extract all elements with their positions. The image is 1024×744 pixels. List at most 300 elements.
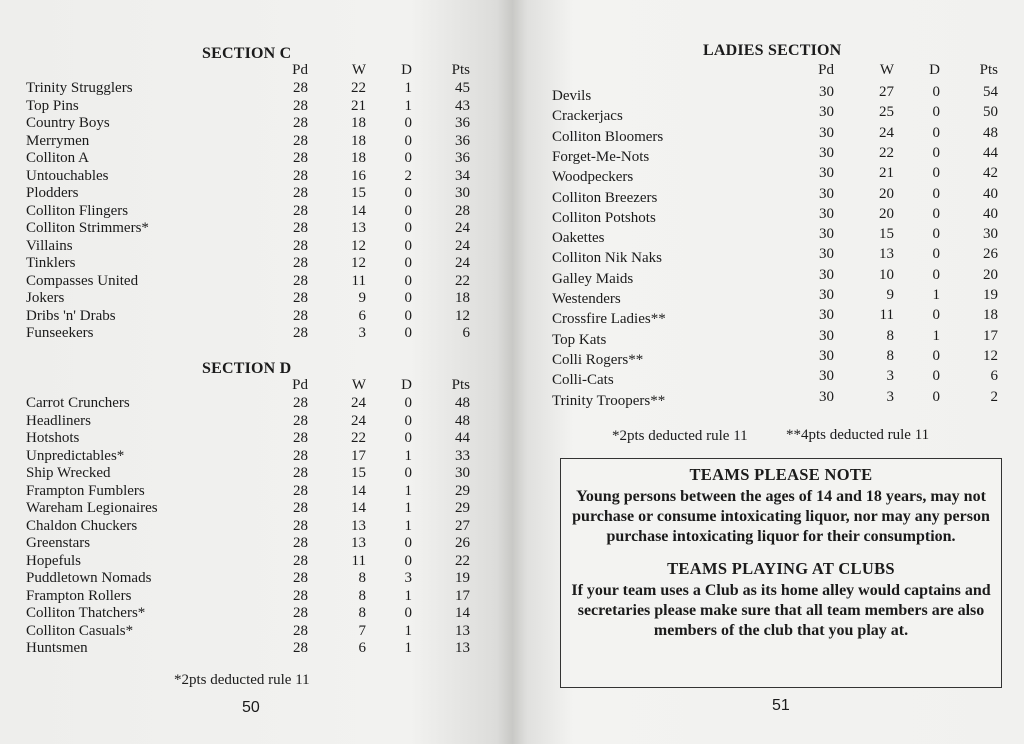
won-value: 3	[358, 325, 366, 341]
table-row	[26, 413, 486, 431]
drawn-value: 0	[404, 220, 412, 236]
played-value: 30	[819, 84, 834, 100]
played-value: 28	[293, 535, 308, 551]
table-row	[552, 246, 1002, 267]
won-value: 6	[358, 307, 366, 324]
played-value: 28	[293, 150, 308, 166]
won-value: 8	[358, 605, 366, 621]
won-value: 13	[351, 535, 366, 551]
ladies-footnote-2: **4pts deducted rule 11	[786, 427, 930, 443]
team-name: Country Boys	[26, 115, 110, 131]
drawn-value: 3	[404, 570, 412, 586]
drawn-value: 0	[932, 165, 940, 182]
won-value: 18	[351, 132, 366, 149]
team-name: Trinity Troopers**	[552, 392, 666, 409]
team-name: Headliners	[26, 412, 91, 429]
points-value: 29	[455, 482, 470, 499]
table-row	[552, 348, 1002, 366]
played-value: 28	[293, 500, 308, 516]
points-value: 12	[983, 347, 998, 364]
won-value: 24	[351, 412, 366, 429]
won-value: 17	[351, 447, 366, 464]
won-value: 14	[351, 202, 366, 219]
played-value: 30	[819, 185, 834, 202]
points-value: 13	[455, 640, 470, 656]
won-value: 14	[351, 500, 366, 516]
notice-heading-2: TEAMS PLAYING AT CLUBS	[667, 559, 895, 578]
won-value: 15	[351, 185, 366, 201]
team-name: Woodpeckers	[552, 169, 634, 186]
won-value: 8	[358, 587, 366, 604]
team-name: Compasses United	[26, 272, 139, 289]
team-name: Unpredictables*	[26, 447, 125, 464]
won-value: 7	[358, 622, 366, 639]
drawn-value: 0	[404, 202, 412, 219]
drawn-value: 0	[404, 132, 412, 149]
played-value: 28	[293, 237, 308, 254]
team-name: Villains	[26, 237, 73, 254]
table-row	[552, 104, 1002, 125]
col-w-header: W	[351, 62, 366, 78]
points-value: 48	[455, 412, 470, 429]
played-value: 28	[293, 272, 308, 289]
table-row	[26, 80, 486, 98]
table-row	[26, 588, 486, 606]
table-row	[26, 500, 486, 518]
won-value: 18	[351, 150, 366, 166]
points-value: 22	[455, 272, 470, 289]
played-value: 28	[293, 605, 308, 621]
table-row	[26, 430, 486, 448]
won-value: 21	[351, 97, 366, 114]
drawn-value: 0	[404, 290, 412, 306]
team-name: Crackerjacs	[552, 108, 623, 125]
won-value: 15	[351, 465, 366, 481]
points-value: 19	[983, 287, 998, 303]
drawn-value: 0	[932, 104, 940, 121]
table-row	[26, 115, 486, 133]
drawn-value: 1	[404, 97, 412, 114]
points-value: 24	[455, 220, 470, 236]
col-pts-header: Pts	[451, 62, 470, 78]
played-value: 30	[819, 124, 834, 141]
drawn-value: 0	[404, 307, 412, 324]
team-name: Galley Maids	[552, 270, 634, 287]
drawn-value: 0	[932, 307, 940, 324]
table-row	[26, 325, 486, 343]
table-row	[26, 238, 486, 256]
col-pts-header: Pts	[451, 377, 470, 393]
table-row	[26, 203, 486, 221]
won-value: 16	[351, 167, 366, 184]
played-value: 28	[293, 552, 308, 569]
team-name: Merrymen	[26, 132, 90, 149]
points-value: 40	[983, 185, 998, 202]
drawn-value: 0	[404, 255, 412, 271]
played-value: 30	[819, 307, 834, 324]
section-d-footnote: *2pts deducted rule 11	[174, 672, 310, 688]
played-value: 28	[293, 290, 308, 306]
table-row	[552, 84, 1002, 102]
team-name: Colliton A	[26, 150, 89, 166]
drawn-value: 0	[932, 84, 940, 100]
played-value: 28	[293, 132, 308, 149]
drawn-value: 1	[932, 327, 940, 344]
table-row	[26, 465, 486, 483]
team-name: Devils	[552, 88, 592, 104]
played-value: 28	[293, 97, 308, 114]
points-value: 48	[455, 395, 470, 411]
played-value: 30	[819, 266, 834, 283]
points-value: 54	[983, 84, 998, 100]
team-name: Frampton Rollers	[26, 587, 132, 604]
won-value: 22	[879, 144, 894, 161]
won-value: 8	[886, 347, 894, 364]
played-value: 30	[819, 165, 834, 182]
col-d-header: D	[401, 62, 412, 78]
points-value: 19	[455, 570, 470, 586]
col-pd-header: Pd	[818, 62, 834, 78]
played-value: 28	[293, 325, 308, 341]
team-name: Colli-Cats	[552, 372, 614, 389]
played-value: 28	[293, 115, 308, 131]
points-value: 44	[983, 144, 998, 161]
won-value: 11	[351, 552, 366, 569]
won-value: 14	[351, 482, 366, 499]
table-row	[552, 125, 1002, 143]
section-c-title: SECTION C	[202, 45, 292, 62]
table-row	[26, 308, 486, 326]
team-name: Dribs 'n' Drabs	[26, 307, 116, 324]
won-value: 15	[879, 226, 894, 243]
team-name: Top Kats	[552, 331, 607, 348]
played-value: 28	[293, 622, 308, 639]
team-name: Plodders	[26, 185, 79, 201]
played-value: 28	[293, 395, 308, 411]
table-row	[26, 623, 486, 641]
team-name: Top Pins	[26, 97, 79, 114]
points-value: 18	[455, 290, 470, 306]
played-value: 28	[293, 482, 308, 499]
points-value: 36	[455, 115, 470, 131]
table-row	[26, 448, 486, 466]
table-row	[26, 518, 486, 536]
points-value: 30	[455, 465, 470, 481]
team-name: Carrot Crunchers	[26, 395, 130, 411]
drawn-value: 0	[404, 535, 412, 551]
page-number-right: 51	[772, 697, 790, 714]
drawn-value: 0	[404, 465, 412, 481]
won-value: 3	[886, 368, 894, 385]
table-row	[26, 255, 486, 273]
points-value: 40	[983, 205, 998, 222]
table-row	[552, 307, 1002, 328]
notice-heading-1: TEAMS PLEASE NOTE	[689, 465, 873, 484]
col-w-header: W	[879, 62, 894, 78]
played-value: 28	[293, 167, 308, 184]
table-row	[26, 185, 486, 203]
team-name: Huntsmen	[26, 640, 88, 656]
notice-body-1: Young persons between the ages of 14 and 18 years, may not purchase or consume intoxicating liquor, nor may any person purchase intoxicating liquor for their consumption.	[572, 488, 990, 545]
won-value: 21	[879, 165, 894, 182]
table-row	[26, 535, 486, 553]
points-value: 44	[455, 430, 470, 446]
drawn-value: 0	[404, 412, 412, 429]
team-name: Funseekers	[26, 325, 94, 341]
won-value: 9	[886, 287, 894, 303]
team-name: Ship Wrecked	[26, 465, 111, 481]
drawn-value: 0	[404, 115, 412, 131]
won-value: 22	[351, 80, 366, 96]
won-value: 24	[351, 395, 366, 411]
team-name: Jokers	[26, 290, 65, 306]
col-w-header: W	[351, 377, 366, 393]
team-name: Colliton Thatchers*	[26, 605, 146, 621]
won-value: 11	[351, 272, 366, 289]
played-value: 28	[293, 307, 308, 324]
played-value: 30	[819, 368, 834, 385]
drawn-value: 0	[932, 205, 940, 222]
notice-box	[560, 458, 1002, 688]
won-value: 27	[879, 84, 894, 100]
points-value: 30	[455, 185, 470, 201]
col-d-header: D	[929, 62, 940, 78]
points-value: 24	[455, 255, 470, 271]
drawn-value: 0	[404, 185, 412, 201]
played-value: 28	[293, 587, 308, 604]
drawn-value: 1	[404, 640, 412, 656]
drawn-value: 0	[932, 185, 940, 202]
table-row	[552, 389, 1002, 407]
drawn-value: 1	[932, 287, 940, 303]
won-value: 12	[351, 237, 366, 254]
points-value: 24	[455, 237, 470, 254]
table-row	[26, 98, 486, 116]
played-value: 30	[819, 388, 834, 405]
won-value: 18	[351, 115, 366, 131]
points-value: 27	[455, 517, 470, 534]
ladies-section-title: LADIES SECTION	[703, 42, 842, 59]
won-value: 20	[879, 185, 894, 202]
won-value: 24	[879, 124, 894, 141]
table-row	[26, 570, 486, 588]
played-value: 30	[819, 104, 834, 121]
section-d-title: SECTION D	[202, 360, 292, 377]
drawn-value: 0	[932, 124, 940, 141]
points-value: 2	[990, 388, 998, 405]
table-row	[26, 483, 486, 501]
drawn-value: 0	[932, 388, 940, 405]
team-name: Frampton Fumblers	[26, 482, 145, 499]
team-name: Trinity Strugglers	[26, 80, 133, 96]
notice-body-2: If your team uses a Club as its home alley would captains and secretaries please make sure that all team members are also members of the club that you play at.	[571, 582, 991, 639]
team-name: Untouchables	[26, 167, 109, 184]
table-row	[26, 150, 486, 168]
points-value: 45	[455, 80, 470, 96]
table-row	[552, 186, 1002, 204]
played-value: 30	[819, 327, 834, 344]
points-value: 6	[462, 325, 470, 341]
team-name: Wareham Legionaires	[26, 500, 158, 516]
won-value: 8	[358, 570, 366, 586]
points-value: 17	[455, 587, 470, 604]
points-value: 36	[455, 150, 470, 166]
won-value: 8	[886, 327, 894, 344]
played-value: 30	[819, 205, 834, 222]
points-value: 29	[455, 500, 470, 516]
team-name: Colliton Strimmers*	[26, 220, 149, 236]
won-value: 11	[879, 307, 894, 324]
won-value: 3	[886, 388, 894, 405]
table-row	[26, 605, 486, 623]
points-value: 20	[983, 266, 998, 283]
team-name: Westenders	[552, 291, 621, 307]
played-value: 30	[819, 226, 834, 243]
team-name: Colliton Bloomers	[552, 128, 664, 145]
team-name: Colliton Casuals*	[26, 622, 134, 639]
drawn-value: 1	[404, 587, 412, 604]
won-value: 13	[351, 517, 366, 534]
played-value: 30	[819, 144, 834, 161]
table-row	[552, 267, 1002, 285]
points-value: 17	[983, 327, 998, 344]
won-value: 13	[879, 246, 894, 263]
team-name: Colliton Flingers	[26, 202, 129, 219]
points-value: 6	[990, 368, 998, 385]
drawn-value: 0	[932, 368, 940, 385]
points-value: 34	[455, 167, 470, 184]
drawn-value: 1	[404, 482, 412, 499]
drawn-value: 0	[404, 430, 412, 446]
table-row	[26, 220, 486, 238]
drawn-value: 2	[404, 167, 412, 184]
section-c-header	[0, 62, 512, 80]
drawn-value: 0	[404, 150, 412, 166]
table-row	[26, 133, 486, 151]
won-value: 6	[358, 640, 366, 656]
drawn-value: 1	[404, 447, 412, 464]
col-pd-header: Pd	[292, 62, 308, 78]
table-row	[552, 368, 1002, 389]
team-name: Colli Rogers**	[552, 351, 644, 368]
col-d-header: D	[401, 377, 412, 393]
drawn-value: 0	[404, 605, 412, 621]
table-row	[552, 206, 1002, 224]
drawn-value: 1	[404, 80, 412, 96]
team-name: Puddletown Nomads	[26, 570, 152, 586]
drawn-value: 0	[404, 395, 412, 411]
points-value: 12	[455, 307, 470, 324]
points-value: 22	[455, 552, 470, 569]
table-row	[26, 273, 486, 291]
table-row	[552, 165, 1002, 186]
col-pts-header: Pts	[979, 62, 998, 78]
table-row	[552, 145, 1002, 163]
points-value: 50	[983, 104, 998, 121]
won-value: 20	[879, 205, 894, 222]
team-name: Colliton Potshots	[552, 209, 656, 226]
drawn-value: 1	[404, 517, 412, 534]
table-row	[552, 328, 1002, 346]
points-value: 42	[983, 165, 998, 182]
drawn-value: 0	[932, 266, 940, 283]
team-name: Hotshots	[26, 430, 80, 446]
played-value: 28	[293, 412, 308, 429]
col-pd-header: Pd	[292, 377, 308, 393]
points-value: 26	[455, 535, 470, 551]
points-value: 14	[455, 605, 470, 621]
table-row	[552, 287, 1002, 305]
team-name: Tinklers	[26, 255, 76, 271]
points-value: 13	[455, 622, 470, 639]
won-value: 25	[879, 104, 894, 121]
points-value: 48	[983, 124, 998, 141]
drawn-value: 0	[404, 325, 412, 341]
table-row	[26, 553, 486, 571]
played-value: 28	[293, 430, 308, 446]
played-value: 30	[819, 347, 834, 364]
won-value: 10	[879, 266, 894, 283]
played-value: 28	[293, 447, 308, 464]
team-name: Hopefuls	[26, 552, 81, 569]
drawn-value: 0	[404, 237, 412, 254]
played-value: 30	[819, 287, 834, 303]
won-value: 22	[351, 430, 366, 446]
points-value: 28	[455, 202, 470, 219]
drawn-value: 0	[932, 246, 940, 263]
ladies-header	[512, 62, 1024, 80]
played-value: 28	[293, 517, 308, 534]
drawn-value: 1	[404, 500, 412, 516]
drawn-value: 0	[404, 272, 412, 289]
table-row	[552, 226, 1002, 247]
team-name: Crossfire Ladies**	[552, 311, 666, 328]
section-d-header	[0, 377, 512, 395]
points-value: 18	[983, 307, 998, 324]
drawn-value: 0	[932, 347, 940, 364]
won-value: 9	[358, 290, 366, 306]
team-name: Greenstars	[26, 535, 91, 551]
team-name: Chaldon Chuckers	[26, 517, 138, 534]
table-row	[26, 640, 486, 658]
drawn-value: 1	[404, 622, 412, 639]
points-value: 36	[455, 132, 470, 149]
team-name: Colliton Nik Naks	[552, 250, 663, 267]
points-value: 26	[983, 246, 998, 263]
played-value: 28	[293, 220, 308, 236]
played-value: 28	[293, 465, 308, 481]
points-value: 30	[983, 226, 998, 243]
table-row	[26, 395, 486, 413]
played-value: 28	[293, 255, 308, 271]
played-value: 28	[293, 570, 308, 586]
ladies-footnote-1: *2pts deducted rule 11	[612, 428, 748, 444]
drawn-value: 0	[932, 226, 940, 243]
drawn-value: 0	[932, 144, 940, 161]
played-value: 28	[293, 185, 308, 201]
played-value: 28	[293, 640, 308, 656]
points-value: 43	[455, 97, 470, 114]
team-name: Colliton Breezers	[552, 189, 658, 206]
table-row	[26, 168, 486, 186]
played-value: 28	[293, 202, 308, 219]
won-value: 12	[351, 255, 366, 271]
team-name: Oakettes	[552, 230, 605, 247]
team-name: Forget-Me-Nots	[552, 148, 650, 165]
drawn-value: 0	[404, 552, 412, 569]
won-value: 13	[351, 220, 366, 236]
page-number-left: 50	[242, 699, 260, 716]
